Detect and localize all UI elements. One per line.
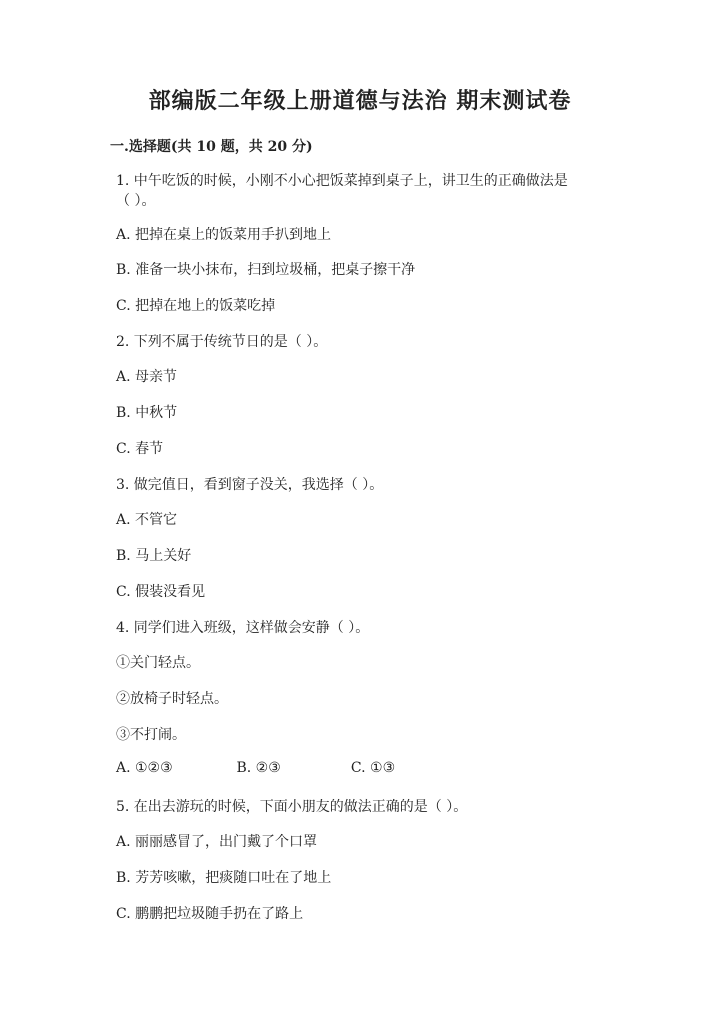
question-3-option-c: C. 假装没看见 [116,584,206,600]
question-4-item-3: ③不打闹。 [116,727,186,743]
question-5-stem: 5. 在出去游玩的时候，下面小朋友的做法正确的是（ ）。 [116,799,468,815]
question-2-option-a: A. 母亲节 [116,369,178,385]
question-3-stem: 3. 做完值日，看到窗子没关，我选择（ ）。 [116,477,384,493]
question-4-option-a: A. ①②③ [116,760,173,776]
question-1-option-b: B. 准备一块小抹布，扫到垃圾桶，把桌子擦干净 [116,262,416,278]
question-1-option-a: A. 把掉在桌上的饭菜用手扒到地上 [116,227,332,243]
question-3-option-b: B. 马上关好 [116,548,192,564]
section-heading: 一.选择题(共 10 题，共 20 分) [110,139,313,155]
question-4-item-1: ①关门轻点。 [116,655,200,671]
question-1-stem: 1. 中午吃饭的时候，小刚不小心把饭菜掉到桌子上，讲卫生的正确做法是 [116,173,568,189]
question-4-option-c: C. ①③ [350,760,396,776]
question-2-option-c: C. 春节 [116,441,164,457]
question-5-option-c: C. 鹏鹏把垃圾随手扔在了路上 [116,906,304,922]
question-4-option-b: B. ②③ [236,760,281,776]
question-2-stem: 2. 下列不属于传统节日的是（ ）。 [116,334,328,350]
question-2-option-b: B. 中秋节 [116,405,178,421]
question-4-stem: 4. 同学们进入班级，这样做会安静（ ）。 [116,620,370,636]
question-1-option-c: C. 把掉在地上的饭菜吃掉 [116,298,276,314]
question-5-option-a: A. 丽丽感冒了，出门戴了个口罩 [116,834,318,850]
question-4-options [116,760,395,776]
question-3-option-a: A. 不管它 [116,512,178,528]
page-title: 部编版二年级上册道德与法治 期末测试卷 [148,88,572,114]
question-1-stem-cont: （ ）。 [116,193,156,209]
question-4-item-2: ②放椅子时轻点。 [116,691,228,707]
question-5-option-b: B. 芳芳咳嗽，把痰随口吐在了地上 [116,870,332,886]
